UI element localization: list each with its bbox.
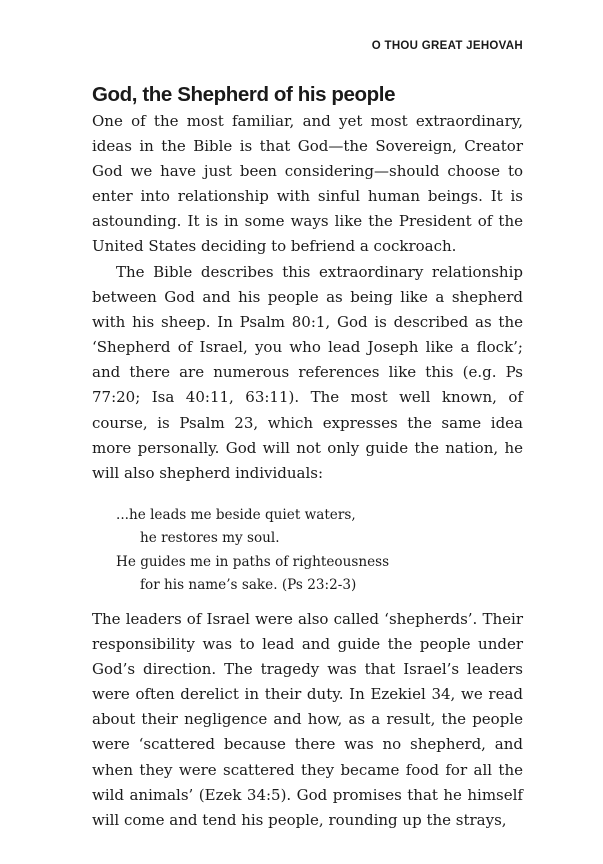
quote-line-1: ...he leads me beside quiet waters,: [116, 507, 356, 523]
quote-line-4: for his name’s sake. (Ps 23:2-3): [140, 576, 357, 593]
section-heading: God, the Shepherd of his people: [92, 83, 396, 106]
running-head: O THOU GREAT JEHOVAH: [371, 40, 523, 52]
quote-line-3: He guides me in paths of righteousness: [116, 553, 390, 570]
paragraph-2: The Bible describes this extraordinary relationship between God and his people as being like a shepherd with his sheep. In Psalm 80:1, God is described as the ‘Shepherd of Israel, you who lead Joseph like a flock’; and there are numerous references like this (e.g. Ps 77:20; Isa 40:11, 63:11). The most well known, of course, is Psalm 23, which expresses the same idea more personally. God will not only guide the nation, he will also shepherd individuals:: [92, 263, 523, 482]
scripture-quote: [116, 504, 496, 597]
quote-line-2: he restores my soul.: [140, 530, 280, 547]
paragraph-1: One of the most familiar, and yet most extraordinary, ideas in the Bible is that God—the Sovereign, Creator God we have just been considering—should choose to enter into relationship with sinful human beings. It is astounding. It is in some ways like the President of the United States deciding to befriend a cockroach.: [92, 112, 523, 256]
paragraph-3: The leaders of Israel were also called ‘shepherds’. Their responsibility was to lead and guide the people under God’s direction. The tragedy was that Israel’s leaders were often derelict in their duty. In Ezekiel 34, we read about their negligence and how, as a result, the people were ‘scattered because there was no shepherd, and when they were scattered they became food for all the wild animals’ (Ezek 34:5). God promises that he himself will come and tend his people, rounding up the strays,: [92, 610, 523, 829]
